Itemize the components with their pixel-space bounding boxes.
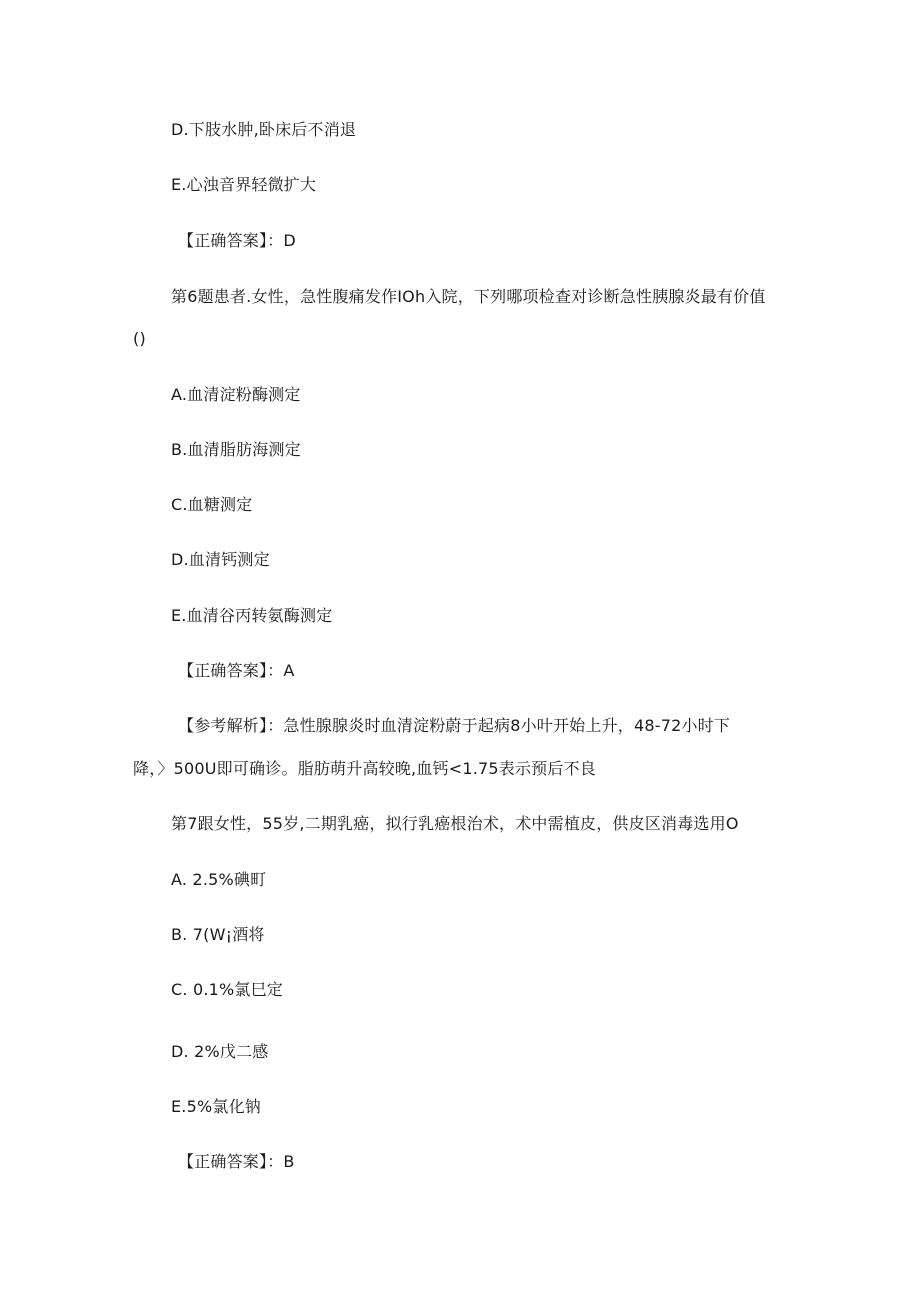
question-7-option-d: D. 2%戊二感	[171, 1042, 269, 1061]
question-6-option-c: C.血糖测定	[171, 495, 253, 514]
question-6-analysis: 【参考解析】：急性腺腺炎时血清淀粉蔚于起病8小叶开始上升，48-72小时下	[178, 716, 731, 735]
question-7-option-a: A. 2.5%碘町	[171, 870, 267, 889]
question-7-answer: 【正确答案】：B	[178, 1152, 295, 1171]
question-7-option-e: E.5%氯化钠	[171, 1097, 261, 1116]
question-6-option-d: D.血清钙测定	[171, 550, 270, 569]
question-6-analysis-continued: 降，〉500U即可确诊。脂肪萌升高较晚,血钙<1.75表示预后不良	[133, 759, 596, 778]
question-5-option-d: D.下肢水肿,卧床后不消退	[171, 120, 357, 139]
question-6-option-e: E.血清谷丙转氨酶测定	[171, 606, 333, 625]
question-6-stem: 第6题患者.女性，急性腹痛发作IOh入院，下列哪项检查对诊断急性胰腺炎最有价值	[171, 287, 766, 306]
question-5-answer: 【正确答案】：D	[178, 231, 296, 250]
question-6-stem-continued: ()	[133, 329, 146, 348]
question-6-option-b: B.血清脂肪海测定	[171, 440, 301, 459]
question-7-option-c: C. 0.1%氯巳定	[171, 980, 283, 999]
question-6-option-a: A.血清淀粉酶测定	[171, 385, 301, 404]
question-5-option-e: E.心浊音界轻微扩大	[171, 175, 317, 194]
question-7-option-b: B. 7(W¡酒将	[171, 925, 265, 944]
question-7-stem: 第7跟女性，55岁,二期乳癌，拟行乳癌根治术，术中需植皮，供皮区消毒选用O	[171, 814, 739, 833]
question-6-answer: 【正确答案】：A	[178, 661, 295, 680]
